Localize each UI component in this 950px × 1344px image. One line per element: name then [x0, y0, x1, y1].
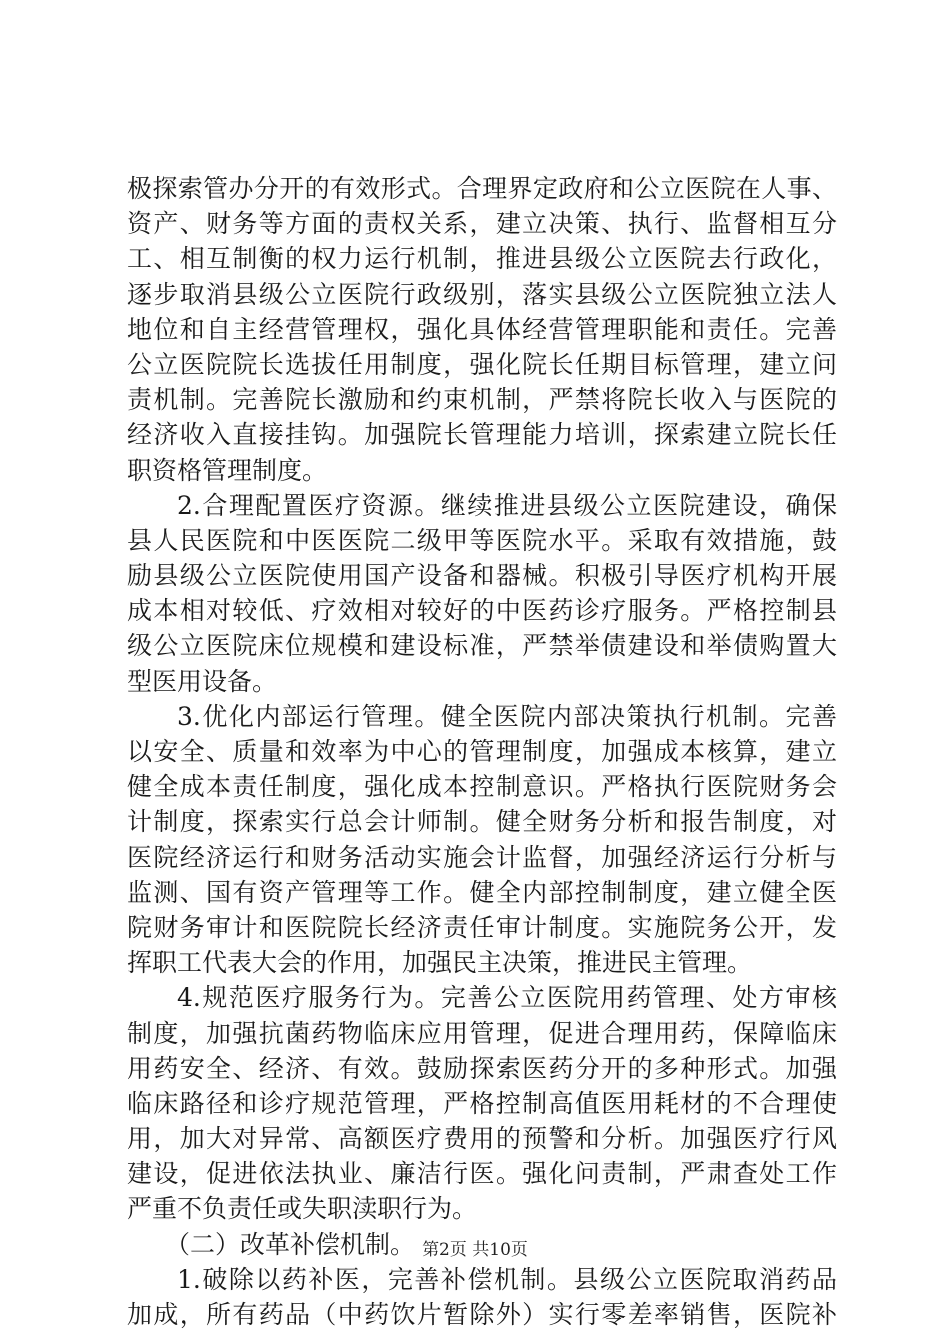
text-line: 4.规范医疗服务行为。完善公立医院用药管理、处方审核 — [177, 983, 837, 1013]
text-line: 型医用设备。 — [127, 666, 278, 696]
text-line: 极探索管办分开的有效形式。合理界定政府和公立医院在人事、 — [127, 174, 837, 203]
text-line: 用药安全、经济、有效。鼓励探索医药分开的多种形式。加强 — [127, 1053, 837, 1083]
text-line: 责机制。完善院长激励和约束机制，严禁将院长收入与医院的 — [127, 385, 837, 415]
text-line: 地位和自主经营管理权，强化具体经营管理职能和责任。完善 — [127, 314, 837, 344]
text-line: 成本相对较低、疗效相对较好的中医药诊疗服务。严格控制县 — [127, 596, 837, 626]
document-body — [127, 171, 837, 1332]
text-line: 院财务审计和医院院长经济责任审计制度。实施院务公开，发 — [127, 912, 837, 942]
text-line: 2.合理配置医疗资源。继续推进县级公立医院建设，确保 — [177, 490, 837, 520]
text-line: 加成，所有药品（中药饮片暂除外）实行零差率销售，医院补 — [127, 1300, 837, 1329]
text-line: 1.破除以药补医，完善补偿机制。县级公立医院取消药品 — [177, 1264, 837, 1294]
text-line: 健全成本责任制度，强化成本控制意识。严格执行医院财务会 — [127, 772, 837, 802]
text-line: 用，加大对异常、高额医疗费用的预警和分析。加强医疗行风 — [127, 1124, 837, 1154]
text-line: 挥职工代表大会的作用，加强民主决策，推进民主管理。 — [127, 948, 753, 978]
text-line: 职资格管理制度。 — [127, 455, 328, 485]
page-number-footer: 第2页 共10页 — [422, 1240, 528, 1260]
text-line: 监测、国有资产管理等工作。健全内部控制制度，建立健全医 — [127, 877, 837, 907]
text-line: 县人民医院和中医医院二级甲等医院水平。采取有效措施，鼓 — [127, 525, 837, 555]
text-line: 医院经济运行和财务活动实施会计监督，加强经济运行分析与 — [127, 842, 837, 872]
text-line: 资产、财务等方面的责权关系，建立决策、执行、监督相互分 — [127, 209, 837, 239]
text-line: 3.优化内部运行管理。健全医院内部决策执行机制。完善 — [177, 701, 837, 731]
text-line: 公立医院院长选拔任用制度，强化院长任期目标管理，建立问 — [127, 349, 837, 379]
text-line: 以安全、质量和效率为中心的管理制度，加强成本核算，建立 — [127, 737, 837, 766]
text-line: 逐步取消县级公立医院行政级别，落实县级公立医院独立法人 — [127, 279, 837, 309]
section-heading: （二）改革补偿机制。 — [165, 1229, 416, 1259]
text-line: 级公立医院床位规模和建设标准，严禁举债建设和举债购置大 — [127, 631, 837, 661]
text-line: 经济收入直接挂钩。加强院长管理能力培训，探索建立院长任 — [127, 420, 837, 450]
text-line: 计制度，探索实行总会计师制。健全财务分析和报告制度，对 — [127, 807, 837, 837]
text-line: 严重不负责任或失职渎职行为。 — [127, 1194, 478, 1224]
text-line: 工、相互制衡的权力运行机制，推进县级公立医院去行政化， — [127, 244, 837, 274]
text-line: 建设，促进依法执业、廉洁行医。强化问责制，严肃查处工作 — [127, 1159, 837, 1189]
text-line: 励县级公立医院使用国产设备和器械。积极引导医疗机构开展 — [127, 561, 837, 591]
text-line: 制度，加强抗菌药物临床应用管理，促进合理用药，保障临床 — [127, 1018, 837, 1048]
text-line: 临床路径和诊疗规范管理，严格控制高值医用耗材的不合理使 — [127, 1088, 837, 1118]
